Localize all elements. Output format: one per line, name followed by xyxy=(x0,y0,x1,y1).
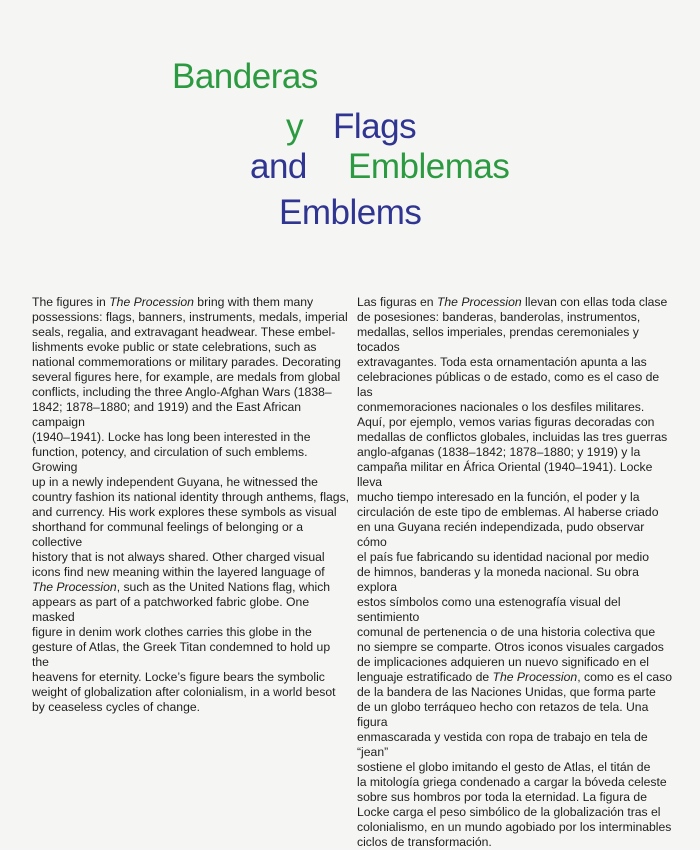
text-line: gesture of Atlas, the Greek Titan condemned to hold up the xyxy=(32,640,331,669)
text-line: Las figuras en The Procession llevan con ellas toda clase xyxy=(357,295,668,309)
italic-title: The Procession xyxy=(109,295,194,309)
text-line: ciclos de transformación. xyxy=(357,835,492,849)
text-line: icons find new meaning within the layered language of xyxy=(32,565,325,579)
text-line: sobre sus hombros por toda la eternidad. La figura de xyxy=(357,790,647,804)
text-line: comunal de pertenencia o de una historia colectiva que xyxy=(357,625,656,639)
text-line: heavens for eternity. Locke’s figure bears the symbolic xyxy=(32,670,325,684)
text-line: enmascarada y vestida con ropa de trabajo en tela de “jean” xyxy=(357,730,648,759)
text-line: 1842; 1878–1880; and 1919) and the East African campaign xyxy=(32,400,302,429)
text-line: mucho tiempo interesado en la función, el poder y la xyxy=(357,490,640,504)
text-line: Locke carga el peso simbólico de la globalización tras el xyxy=(357,805,661,819)
title-emblems: Emblems xyxy=(279,193,422,232)
text-line: shorthand for communal feelings of belonging or a collective xyxy=(32,520,303,549)
text-line: appears as part of a patchworked fabric globe. One masked xyxy=(32,595,310,624)
text-line: The Procession, such as the United Nations flag, which xyxy=(32,580,331,594)
text-line: by ceaseless cycles of change. xyxy=(32,700,201,714)
text-line: up in a newly independent Guyana, he witnessed the xyxy=(32,475,318,489)
body-text-spanish xyxy=(357,295,675,850)
text-line: Aquí, por ejemplo, vemos varias figuras decoradas con xyxy=(357,415,655,429)
text-line: national commemorations or military parades. Decorating xyxy=(32,355,341,369)
text-line: figure in denim work clothes carries this globe in the xyxy=(32,625,312,639)
title-y: y xyxy=(286,107,303,146)
text-line: colonialismo, en un mundo agobiado por los interminables xyxy=(357,820,672,834)
title-banderas: Banderas xyxy=(172,57,318,96)
italic-title: The Procession xyxy=(32,580,117,594)
text-line: country fashion its national identity through anthems, flags, xyxy=(32,490,350,504)
text-line: de himnos, banderas y la moneda nacional. Su obra explora xyxy=(357,565,639,594)
text-line: several figures here, for example, are medals from global xyxy=(32,370,341,384)
text-line: sostiene el globo imitando el gesto de Atlas, el titán de xyxy=(357,760,651,774)
text-line: de la bandera de las Naciones Unidas, que forma parte xyxy=(357,685,656,699)
text-line: extravagantes. Toda esta ornamentación apunta a las xyxy=(357,355,647,369)
text-line: function, potency, and circulation of such emblems. Growing xyxy=(32,445,308,474)
text-line: The figures in The Procession bring with them many xyxy=(32,295,314,309)
text-line: celebraciones públicas o de estado, como es el caso de las xyxy=(357,370,660,399)
text-line: el país fue fabricando su identidad nacional por medio xyxy=(357,550,650,564)
text-line: weight of globalization after colonialism, in a world besot xyxy=(32,685,336,699)
text-line: en una Guyana recién independizada, pudo observar cómo xyxy=(357,520,645,549)
text-line: conmemoraciones nacionales o los desfiles militares. xyxy=(357,400,645,414)
text-line: history that is not always shared. Other charged visual xyxy=(32,550,325,564)
title-and: and xyxy=(250,147,307,186)
text-line: (1940–1941). Locke has long been interested in the xyxy=(32,430,311,444)
text-line: de posesiones: banderas, banderolas, instrumentos, xyxy=(357,310,641,324)
title-emblemas: Emblemas xyxy=(348,147,510,186)
text-line: lenguaje estratificado de The Procession, como es el caso xyxy=(357,670,673,684)
italic-title: The Procession xyxy=(492,670,578,684)
text-line: seals, regalia, and extravagant headwear. These embel- xyxy=(32,325,336,339)
text-line: estos símbolos como una estenografía visual del sentimiento xyxy=(357,595,621,624)
text-line: lishments evoke public or state celebrations, such as xyxy=(32,340,317,354)
italic-title: The Procession xyxy=(436,295,522,309)
text-line: and currency. His work explores these symbols as visual xyxy=(32,505,337,519)
text-line: medallas, sellos imperiales, prendas ceremoniales y tocados xyxy=(357,325,639,354)
title-flags: Flags xyxy=(333,107,417,146)
text-line: circulación de este tipo de emblemas. Al haberse criado xyxy=(357,505,659,519)
text-line: de implicaciones adquieren un nuevo significado en el xyxy=(357,655,650,669)
body-text-english xyxy=(32,295,350,715)
text-line: medallas de conflictos globales, incluidas las tres guerras xyxy=(357,430,668,444)
text-line: la mitología griega condenado a cargar la bóveda celeste xyxy=(357,775,667,789)
text-line: campaña militar en África Oriental (1940–1941). Locke lleva xyxy=(357,460,653,489)
text-line: possessions: flags, banners, instruments, medals, imperial xyxy=(32,310,348,324)
text-line: no siempre se comparte. Otros iconos visuales cargados xyxy=(357,640,664,654)
text-line: anglo-afganas (1838–1842; 1878–1880; y 1919) y la xyxy=(357,445,641,459)
text-line: de un globo terráqueo hecho con retazos de tela. Una figura xyxy=(357,700,649,729)
text-line: conflicts, including the three Anglo-Afghan Wars (1838– xyxy=(32,385,332,399)
